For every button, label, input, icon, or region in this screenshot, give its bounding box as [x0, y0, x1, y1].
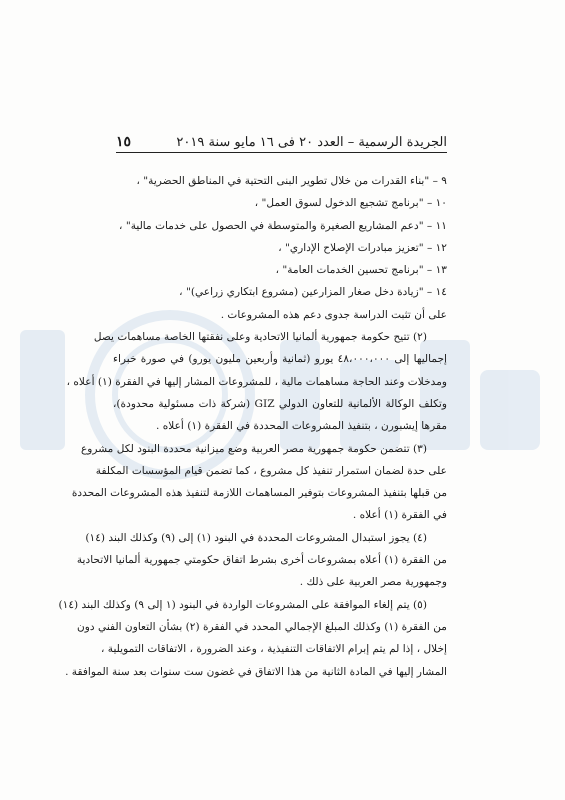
- list-item: ١١ – "دعم المشاريع الصغيرة والمتوسطة في الحصول على خدمات مالية" ،: [119, 219, 447, 232]
- paragraph-line: ومدخلات وعند الحاجة مساهمات مالية ، للمشروعات المشار إليها في الفقرة (١) أعلاه ،: [66, 375, 447, 388]
- paragraph-4: [76, 527, 447, 594]
- paragraph-line: من الفقرة (١) أعلاه بمشروعات أخرى بشرط اتفاق حكومتي جمهورية ألمانيا الاتحادية: [76, 554, 447, 567]
- list-item: ٩ – "بناء القدرات من خلال تطوير البنى التحتية في المناطق الحضرية" ،: [136, 175, 447, 187]
- list-item: ١٤ – "زيادة دخل صغار المزارعين (مشروع ابتكاري زراعي)" ،: [179, 286, 447, 299]
- paragraph-line: إخلال ، إذا لم يتم إبرام الاتفاقات التنفيذية ، وعند الضرورة ، الاتفاقات التمويلية ،: [100, 643, 447, 656]
- paragraph-line: من الفقرة (١) وكذلك المبلغ الإجمالي المحدد في الفقرة (٢) بشأن التعاون الفني دون: [77, 620, 447, 633]
- page-number: ١٥: [116, 134, 132, 150]
- paragraph-3: [71, 438, 447, 527]
- paragraph-line: على حدة لضمان استمرار تنفيذ كل مشروع ، كما تضمن قيام المؤسسات المكلفة: [95, 464, 447, 477]
- list-item: ١٢ – "تعزيز مبادرات الإصلاح الإداري" ،: [278, 241, 447, 254]
- paragraph-line: المشار إليها في المادة الثانية من هذا الاتفاق في غضون ست سنوات بعد سنة الموافقة .: [65, 665, 447, 678]
- header-divider: [116, 152, 447, 153]
- paragraph-line: وتكلف الوكالة الألمانية للتعاون الدولي GIZ (شركة ذات مسئولية محدودة)،: [113, 397, 448, 410]
- paragraph-line: (٥) يتم إلغاء الموافقة على المشروعات الواردة في البنود (١ إلى ٩) وكذلك البند (١٤): [58, 598, 427, 611]
- paragraph-line: (٢) تتيح حكومة جمهورية ألمانيا الاتحادية وعلى نفقتها الخاصة مساهمات يصل: [93, 331, 427, 344]
- paragraph-line: (٤) يجوز استبدال المشروعات المحددة في البنود (١) إلى (٩) وكذلك البند (١٤): [85, 531, 427, 544]
- paragraph-line: من قبلها بتنفيذ المشروعات بتوفير المساهمات اللازمة لتنفيذ هذه المشروعات المحددة: [71, 487, 447, 500]
- paragraph-line: (٣) تتضمن حكومة جمهورية مصر العربية وضع ميزانية محددة البنود لكل مشروع: [80, 442, 427, 455]
- project-list: [113, 170, 447, 326]
- page-header: [116, 128, 447, 150]
- paragraph-line: مقرها إيشبورن ، بتنفيذ المشروعات المحددة في الفقرة (١) أعلاه .: [156, 420, 447, 433]
- paragraph-line: في الفقرة (١) أعلاه .: [352, 509, 447, 522]
- paragraph-2: [66, 326, 448, 437]
- list-item: على أن تثبت الدراسة جدوى دعم هذه المشروعات .: [220, 308, 447, 321]
- document-body: [58, 170, 448, 683]
- paragraph-line: وجمهورية مصر العربية على ذلك .: [299, 576, 447, 589]
- header-title: الجريدة الرسمية – العدد ٢٠ فى ١٦ مايو سنة ٢٠١٩: [176, 135, 447, 150]
- list-item: ١٣ – "برنامج تحسين الخدمات العامة" ،: [275, 264, 447, 277]
- list-item: ١٠ – "برنامج تشجيع الدخول لسوق العمل" ،: [254, 197, 447, 210]
- paragraph-line: إجماليها إلى ٤٨،٠٠٠،٠٠٠ يورو (ثمانية وأربعين مليون يورو) في صورة خبراء: [113, 353, 447, 366]
- paragraph-5: [58, 594, 447, 683]
